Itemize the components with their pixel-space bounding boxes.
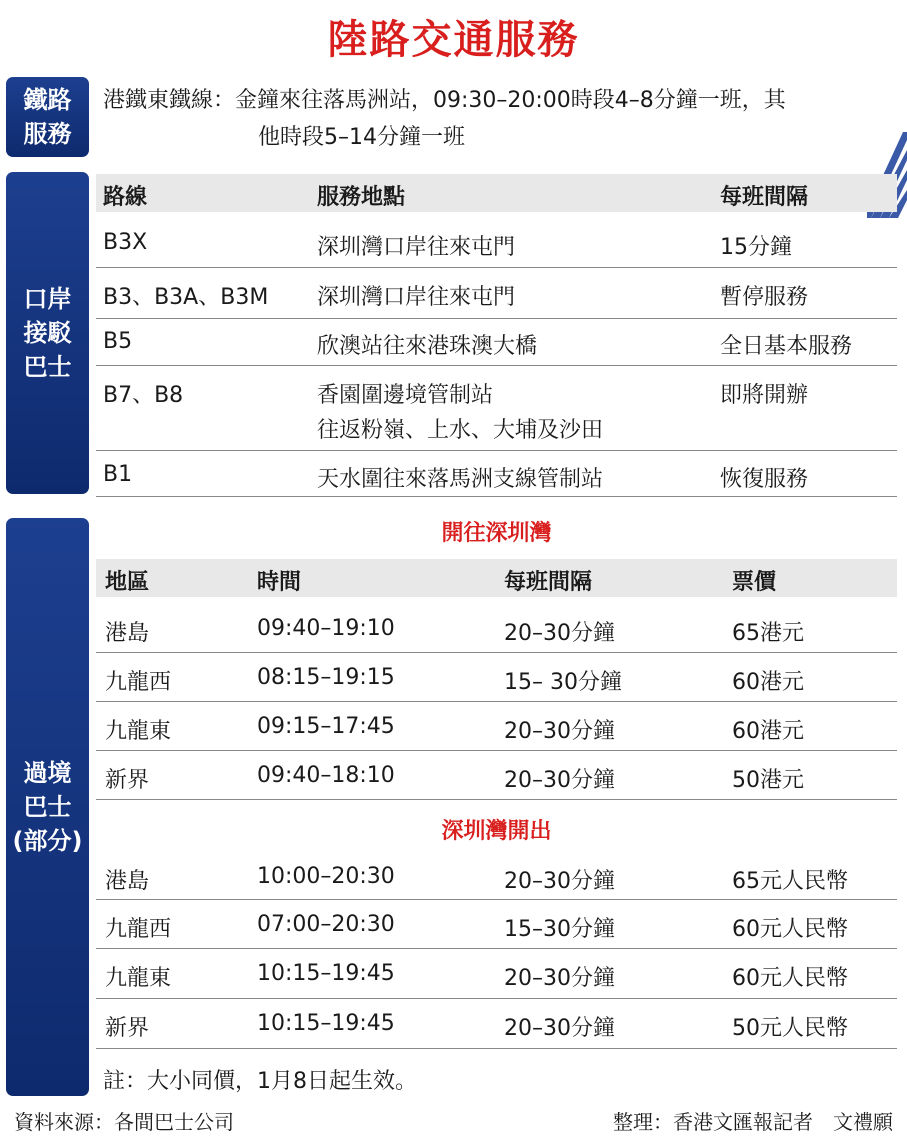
row-divider: [96, 948, 897, 949]
to-sz-row-3-fare: 60港元: [732, 719, 804, 744]
to-sz-row-3-interval: 20–30分鐘: [504, 719, 615, 744]
to-sz-row-2-time: 08:15–19:15: [257, 665, 395, 690]
shuttle-row-1-route: B3X: [103, 230, 148, 255]
row-divider: [96, 701, 897, 702]
from-sz-row-3-area: 九龍東: [105, 966, 172, 991]
shuttle-row-4-interval: 即將開辦: [720, 383, 809, 408]
to-sz-row-3-time: 09:15–17:45: [257, 714, 395, 739]
to-sz-row-1-interval: 20–30分鐘: [504, 621, 615, 646]
cross-header-time: 時間: [257, 570, 302, 595]
to-sz-row-1-time: 09:40–19:10: [257, 616, 395, 641]
from-sz-row-4-time: 10:15–19:45: [257, 1011, 395, 1036]
from-sz-row-1-interval: 20–30分鐘: [504, 869, 615, 894]
to-sz-row-2-interval: 15– 30分鐘: [504, 670, 622, 695]
from-sz-row-3-time: 10:15–19:45: [257, 961, 395, 986]
to-sz-row-4-interval: 20–30分鐘: [504, 768, 615, 793]
shuttle-row-5-route: B1: [103, 462, 133, 487]
to-sz-row-3-area: 九龍東: [105, 719, 172, 744]
shuttle-row-4-place: 香園圍邊境管制站: [317, 383, 494, 408]
to-sz-row-1-fare: 65港元: [732, 621, 804, 646]
to-sz-row-2-area: 九龍西: [105, 670, 172, 695]
shuttle-row-5-interval: 恢復服務: [720, 467, 809, 492]
shuttle-row-1-place: 深圳灣口岸往來屯門: [317, 235, 516, 260]
from-sz-row-3-fare: 60元人民幣: [732, 966, 848, 991]
cross-header-fare: 票價: [732, 570, 777, 595]
shuttle-row-5-place: 天水圍往來落馬洲支線管制站: [317, 467, 604, 492]
shuttle-section-label: 口岸 接駁 巴士: [6, 172, 89, 494]
rail-line-1: 港鐵東鐵線：金鐘來往落馬洲站，09:30–20:00時段4–8分鐘一班，其: [103, 88, 786, 113]
shuttle-header-route: 路線: [103, 185, 148, 210]
rail-section-label: 鐵路 服務: [6, 77, 89, 157]
from-sz-row-1-fare: 65元人民幣: [732, 869, 848, 894]
shuttle-row-1-interval: 15分鐘: [720, 235, 792, 260]
from-sz-row-2-time: 07:00–20:30: [257, 912, 395, 937]
row-divider: [96, 1048, 897, 1049]
from-sz-row-2-area: 九龍西: [105, 917, 172, 942]
to-sz-row-4-fare: 50港元: [732, 768, 804, 793]
from-sz-row-4-interval: 20–30分鐘: [504, 1016, 615, 1041]
rail-line-2: 他時段5–14分鐘一班: [258, 125, 465, 150]
from-sz-row-2-fare: 60元人民幣: [732, 917, 848, 942]
cross-boundary-section-label: 過境 巴士 (部分): [6, 518, 89, 1096]
row-divider: [96, 365, 897, 366]
shuttle-row-4-route: B7、B8: [103, 383, 184, 408]
from-sz-row-2-interval: 15–30分鐘: [504, 917, 615, 942]
row-divider: [96, 496, 897, 497]
shuttle-row-2-interval: 暫停服務: [720, 285, 809, 310]
from-sz-row-1-time: 10:00–20:30: [257, 864, 395, 889]
row-divider: [96, 267, 897, 268]
reporter-credit: 整理：香港文匯報記者 文禮願: [613, 1110, 893, 1134]
row-divider: [96, 799, 897, 800]
from-shenzhen-bay-heading: 深圳灣開出: [441, 818, 552, 844]
to-sz-row-2-fare: 60港元: [732, 670, 804, 695]
fare-note: 註：大小同價，1月8日起生效。: [103, 1069, 417, 1094]
row-divider: [96, 750, 897, 751]
from-sz-row-1-area: 港島: [105, 869, 150, 894]
row-divider: [96, 998, 897, 999]
shuttle-row-2-route: B3、B3A、B3M: [103, 285, 269, 310]
to-shenzhen-bay-heading: 開往深圳灣: [441, 520, 552, 546]
shuttle-row-2-place: 深圳灣口岸往來屯門: [317, 285, 516, 310]
row-divider: [96, 652, 897, 653]
cross-header-interval: 每班間隔: [504, 570, 593, 595]
source-credit: 資料來源：各間巴士公司: [14, 1110, 234, 1134]
cross-header-row: [96, 559, 897, 597]
shuttle-header-place: 服務地點: [317, 185, 406, 210]
shuttle-header-interval: 每班間隔: [720, 185, 809, 210]
row-divider: [96, 450, 897, 451]
shuttle-row-4-place-line2: 往返粉嶺、上水、大埔及沙田: [317, 418, 604, 443]
shuttle-row-3-place: 欣澳站往來港珠澳大橋: [317, 334, 538, 359]
from-sz-row-3-interval: 20–30分鐘: [504, 966, 615, 991]
row-divider: [96, 318, 897, 319]
rail-description: [103, 82, 786, 156]
from-sz-row-4-area: 新界: [105, 1016, 150, 1041]
row-divider: [96, 899, 897, 900]
to-sz-row-1-area: 港島: [105, 621, 150, 646]
cross-header-area: 地區: [105, 570, 150, 595]
shuttle-row-3-interval: 全日基本服務: [720, 334, 853, 359]
to-sz-row-4-area: 新界: [105, 768, 150, 793]
shuttle-row-3-route: B5: [103, 329, 133, 354]
from-sz-row-4-fare: 50元人民幣: [732, 1016, 848, 1041]
to-sz-row-4-time: 09:40–18:10: [257, 763, 395, 788]
page-title: 陸路交通服務: [327, 16, 580, 63]
